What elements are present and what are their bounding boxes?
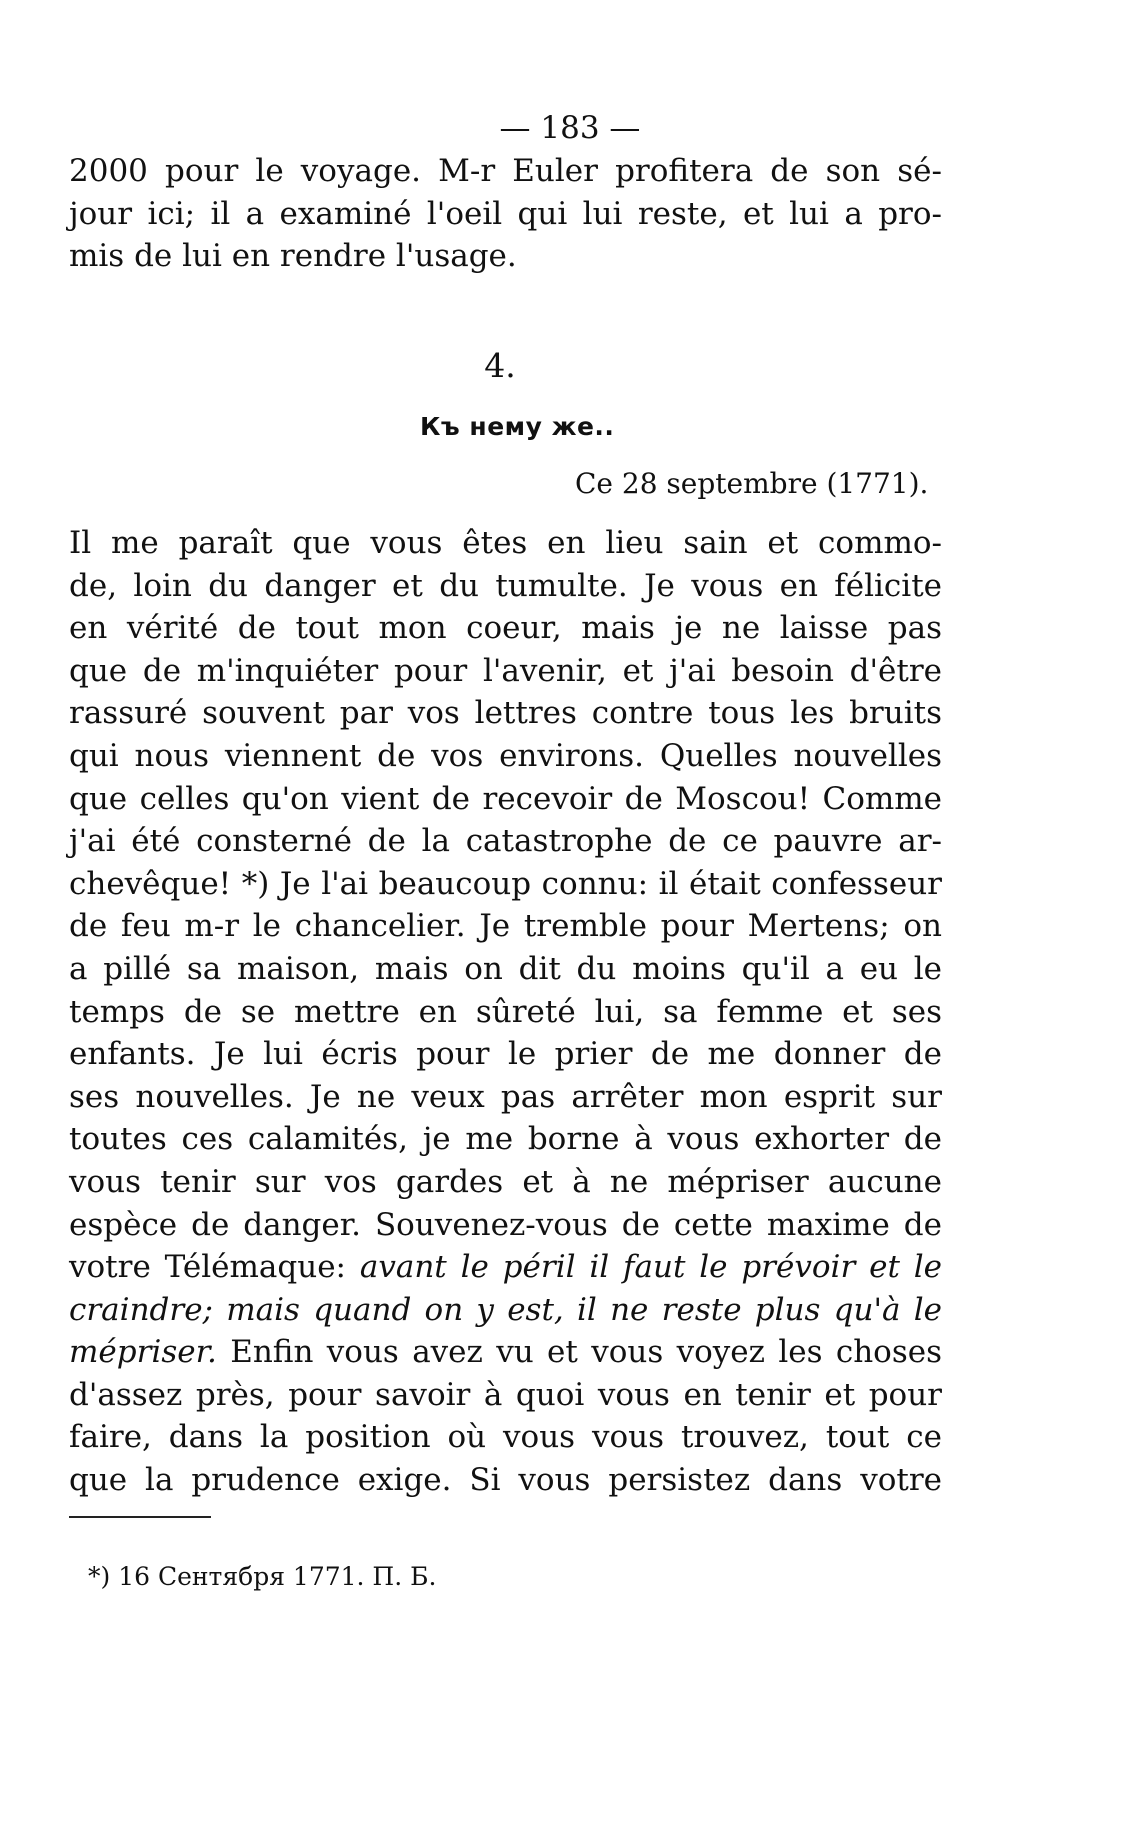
text-line: de, loin du danger et du tumulte. Je vous en félicite bbox=[69, 567, 942, 604]
text-line: enfants. Je lui écris pour le prier de me donner de bbox=[69, 1036, 942, 1073]
text-line: jour ici; il a examiné l'oeil qui lui reste, et lui a pro- bbox=[69, 195, 942, 232]
text-fragment: Enfin vous avez vu et vous voyez les choses bbox=[216, 1334, 942, 1371]
letter-addressee: Къ нему же.. bbox=[420, 412, 615, 441]
text-line: que celles qu'on vient de recevoir de Moscou! Comme bbox=[69, 780, 942, 817]
text-line: Il me paraît que vous êtes en lieu sain et commo- bbox=[69, 525, 942, 561]
footnote-divider bbox=[69, 1516, 211, 1518]
page-number: — 183 — bbox=[499, 110, 641, 146]
continuation-paragraph bbox=[69, 150, 942, 278]
text-line: faire, dans la position où vous vous trouvez, tout ce bbox=[69, 1419, 942, 1456]
text-line: que la prudence exige. Si vous persistez dans votre bbox=[69, 1462, 942, 1499]
text-line: en vérité de tout mon coeur, mais je ne laisse pas bbox=[69, 610, 942, 647]
text-line: de feu m-r le chancelier. Je tremble pour Mertens; on bbox=[69, 908, 942, 945]
text-line: mis de lui en rendre l'usage. bbox=[69, 238, 517, 275]
text-line: 2000 pour le voyage. M-r Euler profitera de son sé- bbox=[69, 153, 942, 189]
footnote: *) 16 Сентября 1771. П. Б. bbox=[88, 1562, 437, 1591]
italic-maxim: mépriser. bbox=[69, 1334, 217, 1371]
italic-maxim: craindre; mais quand on y est, il ne reste plus qu'à le bbox=[69, 1291, 942, 1328]
text-fragment: votre Télémaque: bbox=[69, 1249, 360, 1286]
text-line bbox=[69, 1331, 942, 1374]
text-line: rassuré souvent par vos lettres contre tous les bruits bbox=[69, 695, 942, 732]
text-line: vous tenir sur vos gardes et à ne mépriser aucune bbox=[69, 1163, 942, 1200]
text-line: j'ai été consterné de la catastrophe de ce pauvre ar- bbox=[69, 823, 942, 860]
text-line: que de m'inquiéter pour l'avenir, et j'ai besoin d'être bbox=[69, 652, 942, 689]
text-line bbox=[69, 1246, 942, 1289]
text-line: d'assez près, pour savoir à quoi vous en tenir et pour bbox=[69, 1376, 942, 1413]
letter-number: 4. bbox=[484, 346, 516, 385]
text-line: temps de se mettre en sûreté lui, sa femme et ses bbox=[69, 993, 942, 1030]
letter-body bbox=[69, 522, 942, 1502]
text-line: toutes ces calamités, je me borne à vous exhorter de bbox=[69, 1121, 942, 1158]
text-line: espèce de danger. Souvenez-vous de cette maxime de bbox=[69, 1206, 942, 1243]
italic-maxim: avant le péril il faut le prévoir et le bbox=[359, 1249, 942, 1286]
text-line: qui nous viennent de vos environs. Quelles nouvelles bbox=[69, 737, 942, 774]
text-line: a pillé sa maison, mais on dit du moins qu'il a eu le bbox=[69, 950, 942, 987]
text-line: ses nouvelles. Je ne veux pas arrêter mon esprit sur bbox=[69, 1078, 942, 1115]
text-line: chevêque! *) Je l'ai beaucoup connu: il était confesseur bbox=[69, 865, 942, 902]
letter-date: Ce 28 septembre (1771). bbox=[575, 467, 929, 500]
